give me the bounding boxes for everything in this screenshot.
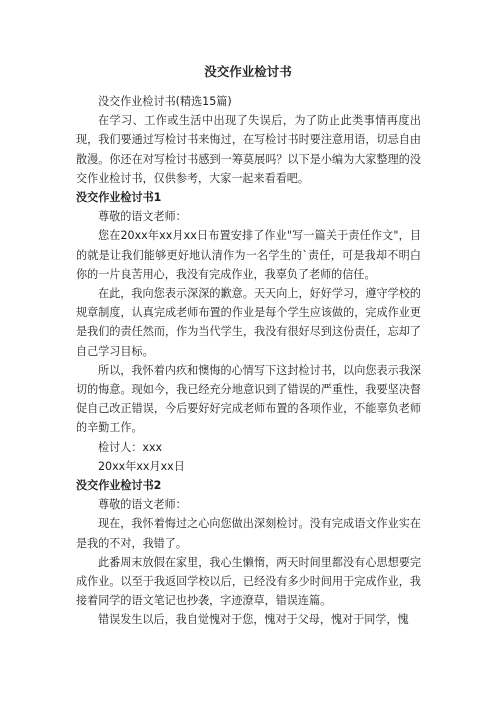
body-paragraph: 错误发生以后，我自觉愧对于您，愧对于父母，愧对于同学，愧 [98,613,409,627]
signature-line: 检讨人：xxx [98,440,163,454]
date-line: 20xx年xx月xx日 [98,459,185,473]
section-heading-2: 没交作业检讨书2 [76,479,162,493]
salutation: 尊敬的语文老师： [98,498,187,512]
body-paragraph: 所以，我怀着内疚和懊悔的心情写下这封检讨书，以向您表示我深切的悔意。现如今，我已经充分地意识到了错误的严重性，我要坚决督促自己改正错误，今后要好好完成老师布置的各项作业，不能辜负老师的辛勤工作。 [76,363,421,435]
body-paragraph: 您在20xx年xx月xx日布置安排了作业"写一篇关于责任作文"，目的就是让我们能够更好地认清作为一名学生的`责任，可是我却不明白你的一片良苦用心，我没有完成作业，我辜负了老师的信任。 [76,229,421,281]
body-paragraph: 此番周末放假在家里，我心生懒惰，两天时间里都没有心思想要完成作业。以至于我返回学校以后，已经没有多少时间用于完成作业，我接着同学的语文笔记也抄袭，字迹潦草，错误连篇。 [76,555,421,608]
intro-paragraph: 在学习、工作或生活中出现了失误后，为了防止此类事情再度出现，我们要通过写检讨书来悔过，在写检讨书时要注意用语，切忌自由散漫。你还在对写检讨书感到一筹莫展吗？以下是小编为大家整理的没交作业检讨书，仅供参考，大家一起来看看吧。 [76,114,421,185]
body-paragraph: 现在，我怀着悔过之心向您做出深刻检讨。没有完成语文作业实在是我的不对，我错了。 [76,517,421,550]
section-heading-1: 没交作业检讨书1 [76,191,162,205]
document-body [76,92,421,630]
intro-subtitle: 没交作业检讨书(精选15篇) [98,95,232,108]
body-paragraph: 在此，我向您表示深深的歉意。天天向上，好好学习，遵守学校的规章制度，认真完成老师布置的作业是每个学生应该做的，完成作业更是我们的责任然而，作为当代学生，我没有很好尽到这份责任，忘却了自己学习目标。 [76,287,421,358]
page-title: 没交作业检讨书 [204,64,292,79]
salutation: 尊敬的语文老师： [98,210,187,224]
